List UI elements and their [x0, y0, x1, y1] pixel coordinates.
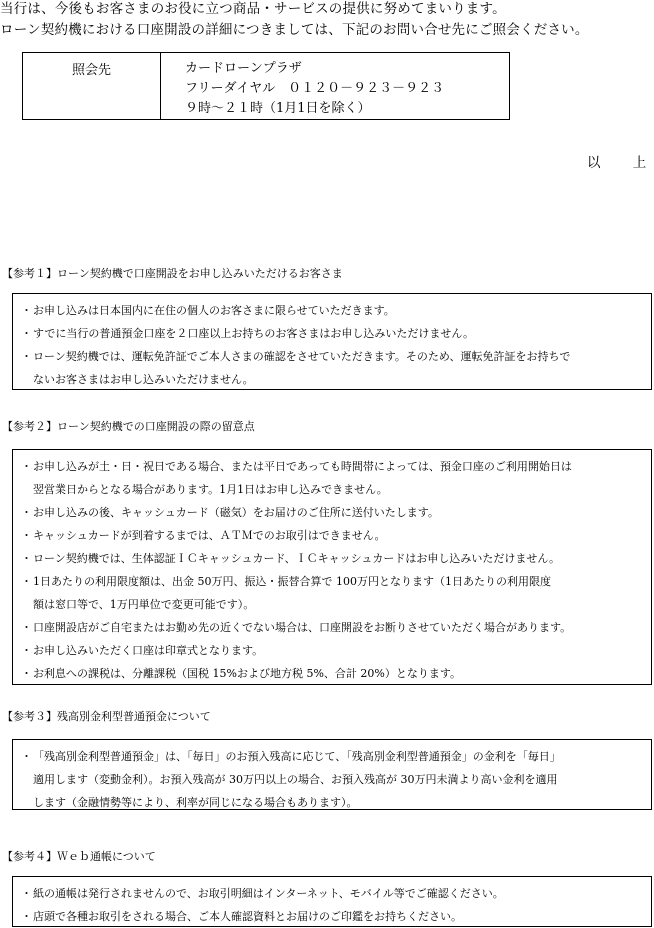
list-item: ・ 店頭で各種お取引をされる場合、ご本人確認資料とお届けのご印鑑をお持ちください。: [21, 905, 645, 928]
bullet: ・: [21, 460, 32, 473]
section-1-title: 【参考１】ローン契約機で口座開設をお申し込みいただけるお客さま: [2, 267, 343, 280]
contact-label-cell: [23, 53, 161, 119]
closing-remark: 以 上: [587, 155, 647, 171]
section-4-title: 【参考４】Ｗｅｂ通帳について: [2, 850, 156, 863]
list-item: ・ 口座開設店がご自宅またはお勤め先の近くでない場合は、口座開設をお断りさせていただく場合があります。: [21, 616, 645, 639]
bullet: ・: [21, 506, 32, 519]
list-item: ・ キャッシュカードが到着するまでは、ＡＴＭでのお取引はできません。: [21, 524, 645, 547]
list-item-continued: します（金融情勢等により、利率が同じになる場合もあります）。: [33, 796, 358, 809]
intro-line-2: ローン契約機における口座開設の詳細につきましては、下記のお問い合せ先にご照会ください。: [0, 22, 589, 38]
list-item: ・ お利息への課税は、分離課税（国税 15%および地方税 5%、合計 20%）となります。: [21, 662, 645, 685]
bullet: ・: [21, 750, 32, 763]
contact-label: 照会先: [71, 63, 111, 78]
section-3-box: [12, 739, 652, 810]
bullet: ・: [21, 887, 32, 900]
section-2-box: [12, 449, 652, 685]
section-1-box: [12, 293, 652, 390]
bullet: ・: [21, 575, 32, 588]
bullet: ・: [21, 552, 32, 565]
section-2-title: 【参考２】ローン契約機での口座開設の際の留意点: [2, 420, 255, 433]
list-item-continued: ないお客さまはお申し込みいただけません。: [33, 373, 254, 386]
section-4-box: [12, 876, 652, 927]
bullet: ・: [21, 910, 32, 923]
list-item: ・ 1日あたりの利用限度額は、出金 50万円、振込・振替合算で 100万円となります（1日あたりの利用限度: [21, 570, 645, 593]
contact-details: [185, 59, 444, 119]
section-3-title: 【参考３】残高別金利型普通預金について: [2, 710, 211, 723]
contact-table: [22, 52, 510, 120]
list-item: ・ ローン契約機では、生体認証ＩＣキャッシュカード、ＩＣキャッシュカードはお申し込みいただけません。: [21, 547, 645, 570]
bullet: ・: [21, 304, 32, 317]
list-item: ・ お申し込みは日本国内に在住の個人のお客さまに限らせていただきます。: [21, 299, 645, 322]
bullet: ・: [21, 621, 32, 634]
contact-name: カードローンプラザ: [185, 61, 302, 76]
list-item: ・ ローン契約機では、運転免許証でご本人さまの確認をさせていただきます。そのため、運転免許証をお持ちで: [21, 345, 645, 368]
list-item: ・ 紙の通帳は発行されませんので、お取引明細はインターネット、モバイル等でご確認ください。: [21, 882, 645, 905]
list-item: ・ お申し込みが土・日・祝日である場合、または平日であっても時間帯によっては、預金口座のご利用開始日は: [21, 455, 645, 478]
list-item: ・ お申し込みの後、キャッシュカード（磁気）をお届けのご住所に送付いたします。: [21, 501, 645, 524]
list-item-continued: 額は窓口等で、1万円単位で変更可能です）。: [33, 598, 255, 611]
list-item: ・ 「残高別金利型普通預金」は、「毎日」のお預入残高に応じて、「残高別金利型普通預金」の金利を「毎日」: [21, 745, 645, 768]
contact-hours: ９時～２１時（1月1日を除く）: [185, 101, 371, 116]
bullet: ・: [21, 667, 32, 680]
bullet: ・: [21, 327, 32, 340]
list-item-continued: 適用します（変動金利）。お預入残高が 30万円以上の場合、お預入残高が 30万円未満より高い金利を適用: [33, 773, 558, 786]
list-item: ・ お申し込みいただく口座は印章式となります。: [21, 639, 645, 662]
list-item-continued: 翌営業日からとなる場合があります。1月1日はお申し込みできません。: [33, 483, 388, 496]
contact-phone: フリーダイヤル ０１２０－９２３－９２３: [185, 81, 445, 96]
bullet: ・: [21, 529, 32, 542]
bullet: ・: [21, 350, 32, 363]
list-item: ・ すでに当行の普通預金口座を２口座以上お持ちのお客さまはお申し込みいただけません。: [21, 322, 645, 345]
intro-line-1: 当行は、今後もお客さまのお役に立つ商品・サービスの提供に努めてまいります。: [0, 1, 506, 17]
bullet: ・: [21, 644, 32, 657]
